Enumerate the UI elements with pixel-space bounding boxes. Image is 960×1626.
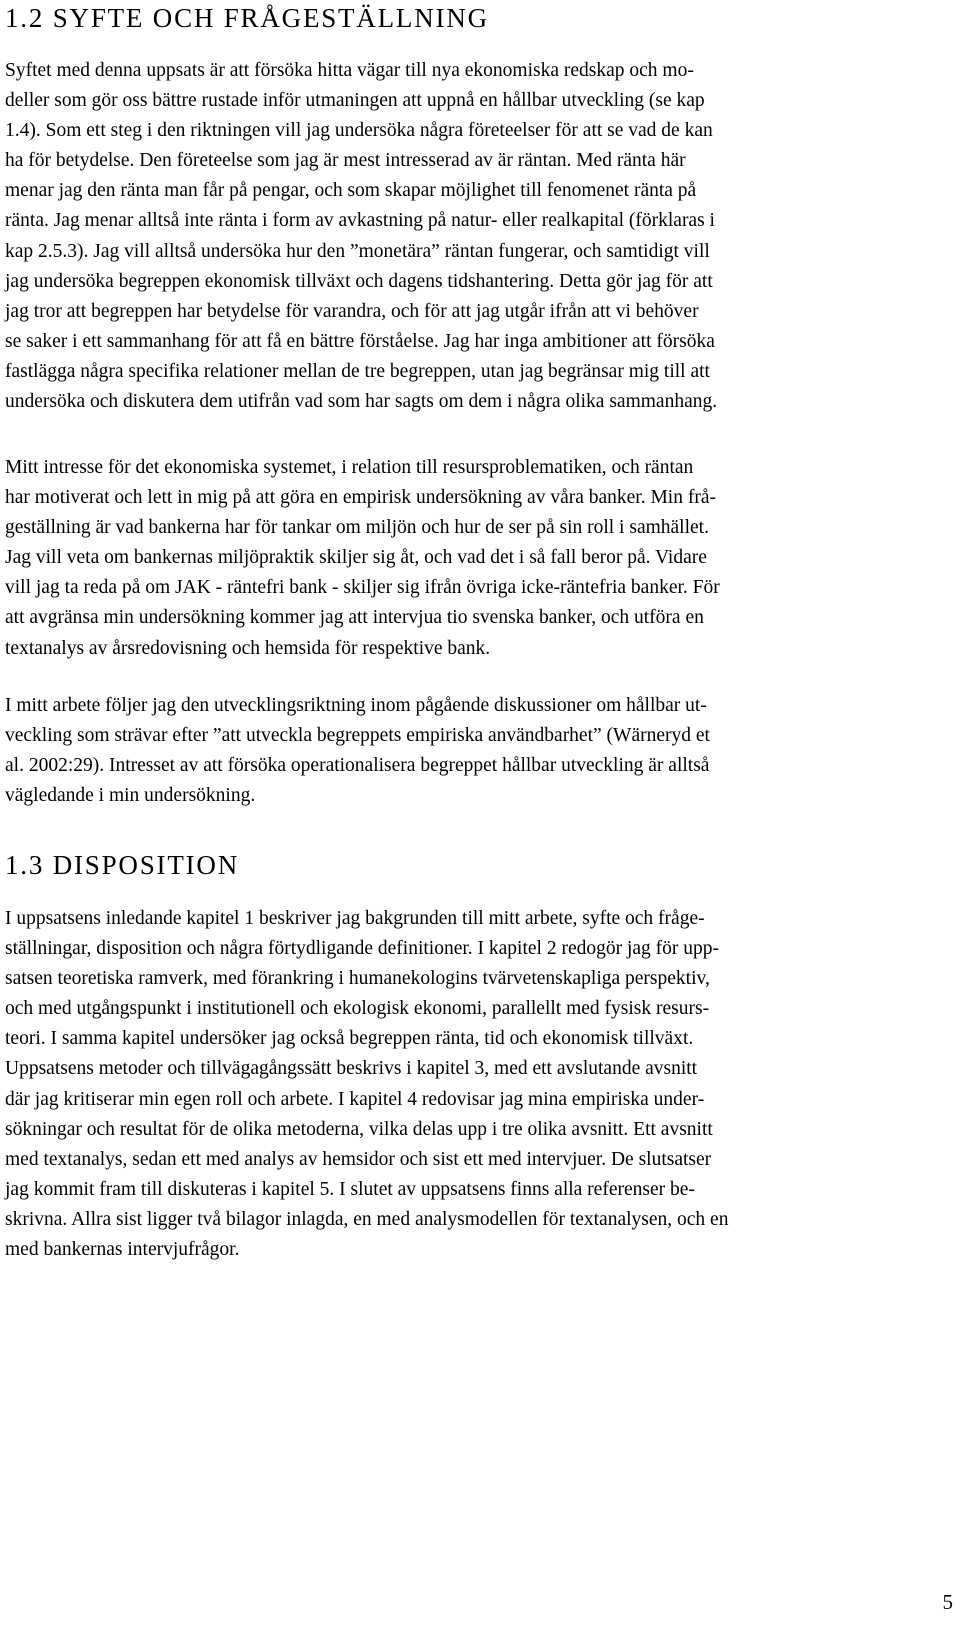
text-line: skrivna. Allra sist ligger två bilagor inlagda, en med analysmodellen för textanalysen, och en [5, 1208, 729, 1230]
text-line: jag tror att begreppen har betydelse för varandra, och för att jag utgår ifrån att vi behöver [5, 300, 699, 322]
text-line: menar jag den ränta man får på pengar, och som skapar möjlighet till fenomenet ränta på [5, 180, 697, 202]
text-line: ränta. Jag menar alltså inte ränta i form av avkastning på natur- eller realkapital (förklaras i [5, 210, 715, 232]
text-line: 1.4). Som ett steg i den riktningen vill jag undersöka några företeelser för att se vad de kan [5, 120, 713, 142]
text-line: Jag vill veta om bankernas miljöpraktik skiljer sig åt, och vad det i så fall beror på. Vidare [5, 547, 707, 569]
text-line: med textanalys, sedan ett med analys av hemsidor och sist ett med intervjuer. De slutsatser [5, 1148, 712, 1170]
section-heading-disposition: 1.3 DISPOSITION [5, 850, 240, 880]
text-line: deller som gör oss bättre rustade inför utmaningen att uppnå en hållbar utveckling (se kap [5, 90, 705, 112]
text-line: I mitt arbete följer jag den utvecklingsriktning inom pågående diskussioner om hållbar ut- [5, 695, 707, 716]
text-line: med bankernas intervjufrågor. [5, 1239, 240, 1261]
text-line: har motiverat och lett in mig på att göra en empirisk undersökning av våra banker. Min frå- [5, 487, 716, 509]
text-line: att avgränsa min undersökning kommer jag att intervjua tio svenska banker, och utföra en [5, 607, 704, 629]
paragraph-intresse [5, 453, 953, 664]
text-line: veckling som strävar efter ”att utveckla begreppets empiriska användbarhet” (Wärneryd et [5, 725, 710, 747]
text-line: Syftet med denna uppsats är att försöka hitta vägar till nya ekonomiska redskap och mo- [5, 60, 694, 81]
section-heading-syfte: 1.2 SYFTE OCH FRÅGESTÄLLNING [5, 3, 489, 33]
text-line: kap 2.5.3). Jag vill alltså undersöka hur den ”monetära” räntan fungerar, och samtidigt vill [5, 240, 710, 262]
text-line: undersöka och diskutera dem utifrån vad som har sagts om dem i några olika sammanhang. [5, 391, 718, 413]
text-line: Mitt intresse för det ekonomiska systemet, i relation till resursproblematiken, och räntan [5, 457, 694, 478]
text-line: där jag kritiserar min egen roll och arbete. I kapitel 4 redovisar jag mina empiriska under- [5, 1088, 705, 1110]
text-line: sökningar och resultat för de olika metoderna, vilka delas upp i tre olika avsnitt. Ett avsnitt [5, 1118, 713, 1140]
text-line: jag kommit fram till diskuteras i kapitel 5. I slutet av uppsatsens finns alla referenser be- [5, 1178, 695, 1200]
paragraph-syfte [5, 56, 953, 417]
text-line: se saker i ett sammanhang för att få en bättre förståelse. Jag har inga ambitioner att försöka [5, 330, 715, 352]
text-line: fastlägga några specifika relationer mellan de tre begreppen, utan jag begränsar mig till att [5, 360, 710, 382]
text-line: geställning är vad bankerna har för tankar om miljön och hur de ser på sin roll i samhället. [5, 517, 709, 539]
text-line: I uppsatsens inledande kapitel 1 beskriver jag bakgrunden till mitt arbete, syfte och fråge- [5, 908, 705, 929]
paragraph-disposition [5, 904, 953, 1265]
text-line: jag undersöka begreppen ekonomisk tillväxt och dagens tidshantering. Detta gör jag för att [5, 270, 713, 292]
text-line: teori. I samma kapitel undersöker jag också begreppen ränta, tid och ekonomisk tillväxt. [5, 1028, 694, 1050]
text-line: textanalys av årsredovisning och hemsida för respektive bank. [5, 637, 491, 659]
text-line: al. 2002:29). Intresset av att försöka operationalisera begreppet hållbar utveckling är alltså [5, 755, 710, 777]
page-number: 5 [942, 1590, 953, 1614]
paragraph-utvecklingsriktning [5, 691, 953, 811]
text-line: och med utgångspunkt i institutionell och ekologisk ekonomi, parallellt med fysisk resurs- [5, 998, 710, 1020]
text-line: vägledande i min undersökning. [5, 785, 256, 807]
text-line: ställningar, disposition och några förtydligande definitioner. I kapitel 2 redogör jag för upp- [5, 938, 720, 960]
text-line: Uppsatsens metoder och tillvägagångssätt beskrivs i kapitel 3, med ett avslutande avsnitt [5, 1058, 698, 1080]
text-line: ha för betydelse. Den företeelse som jag är mest intresserad av är räntan. Med ränta här [5, 150, 686, 172]
text-line: vill jag ta reda på om JAK - räntefri bank - skiljer sig ifrån övriga icke-räntefria banker. För [5, 577, 720, 599]
text-line: satsen teoretiska ramverk, med förankring i humanekologins tvärvetenskapliga perspektiv, [5, 968, 710, 990]
